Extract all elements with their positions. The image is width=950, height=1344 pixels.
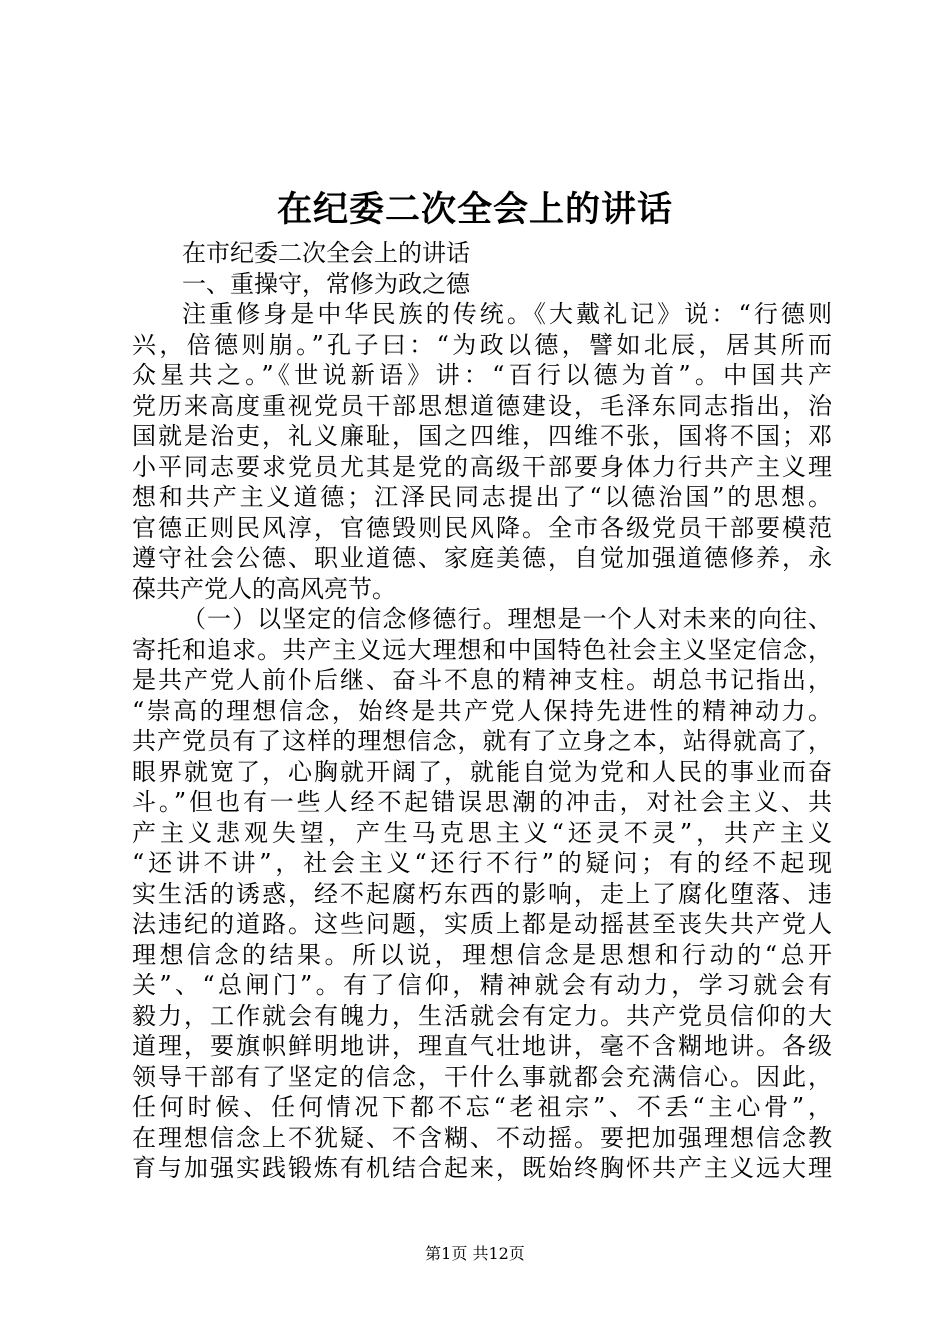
text-line: 实生活的诱惑，经不起腐朽东西的影响，走上了腐化堕落、违 <box>132 879 832 908</box>
document-body <box>132 238 832 1184</box>
text-line: 葆共产党人的高风亮节。 <box>132 574 396 603</box>
text-line: 在理想信念上不犹疑、不含糊、不动摇。要把加强理想信念教 <box>132 1123 832 1152</box>
text-line: （一）以坚定的信念修德行。理想是一个人对未来的向往、 <box>182 605 832 633</box>
text-line: 在市纪委二次全会上的讲话 <box>182 239 470 267</box>
text-line: 关”、“总闸门”。有了信仰，精神就会有动力，学习就会有 <box>132 971 832 999</box>
text-line: 想和共产主义道德；江泽民同志提出了“以德治国”的思想。 <box>132 483 832 511</box>
text-line: 眼界就宽了，心胸就开阔了，就能自觉为党和人民的事业而奋 <box>132 757 832 786</box>
document-title: 在纪委二次全会上的讲话 <box>276 189 673 230</box>
text-line: 党历来高度重视党员干部思想道德建设，毛泽东同志指出，治 <box>132 391 832 420</box>
text-line: 寄托和追求。共产主义远大理想和中国特色社会主义坚定信念， <box>132 635 832 664</box>
text-line: 道理，要旗帜鲜明地讲，理直气壮地讲，毫不含糊地讲。各级 <box>132 1032 832 1060</box>
text-line: 产主义悲观失望，产生马克思主义“还灵不灵”，共产主义 <box>132 818 832 847</box>
text-line: 一、重操守，常修为政之德 <box>182 269 470 298</box>
text-line: “还讲不讲”，社会主义“还行不行”的疑问；有的经不起现 <box>132 849 832 877</box>
text-line: 小平同志要求党员尤其是党的高级干部要身体力行共产主义理 <box>132 452 832 481</box>
text-line: 育与加强实践锻炼有机结合起来，既始终胸怀共产主义远大理 <box>132 1154 832 1182</box>
text-line: 官德正则民风淳，官德毁则民风降。全市各级党员干部要模范 <box>132 513 832 542</box>
text-line: 国就是治吏，礼义廉耻，国之四维，四维不张，国将不国；邓 <box>132 422 832 450</box>
text-line: 法违纪的道路。这些问题，实质上都是动摇甚至丧失共产党人 <box>132 910 832 938</box>
text-line: 遵守社会公德、职业道德、家庭美德，自觉加强道德修养，永 <box>132 544 832 572</box>
text-line: 兴，倍德则崩。”孔子曰：“为政以德，譬如北辰，居其所而 <box>132 330 832 359</box>
text-line: 理想信念的结果。所以说，理想信念是思想和行动的“总开 <box>132 940 832 969</box>
text-line: 任何时候、任何情况下都不忘“老祖宗”、不丢“主心骨”， <box>132 1093 832 1121</box>
text-line: 毅力，工作就会有魄力，生活就会有定力。共产党员信仰的大 <box>132 1001 832 1030</box>
text-line: 注重修身是中华民族的传统。《大戴礼记》说：“行德则 <box>182 300 832 328</box>
page-indicator: 第1页 共12页 <box>425 1244 525 1263</box>
text-line: 斗。”但也有一些人经不起错误思潮的冲击，对社会主义、共 <box>132 788 832 816</box>
text-line: 领导干部有了坚定的信念，干什么事就都会充满信心。因此， <box>132 1062 832 1091</box>
text-line: 共产党员有了这样的理想信念，就有了立身之本，站得就高了， <box>132 727 832 755</box>
text-line: 众星共之。”《世说新语》讲：“百行以德为首”。中国共产 <box>132 361 832 389</box>
text-line: 是共产党人前仆后继、奋斗不息的精神支柱。胡总书记指出， <box>132 666 832 694</box>
text-line: “崇高的理想信念，始终是共产党人保持先进性的精神动力。 <box>132 696 832 725</box>
